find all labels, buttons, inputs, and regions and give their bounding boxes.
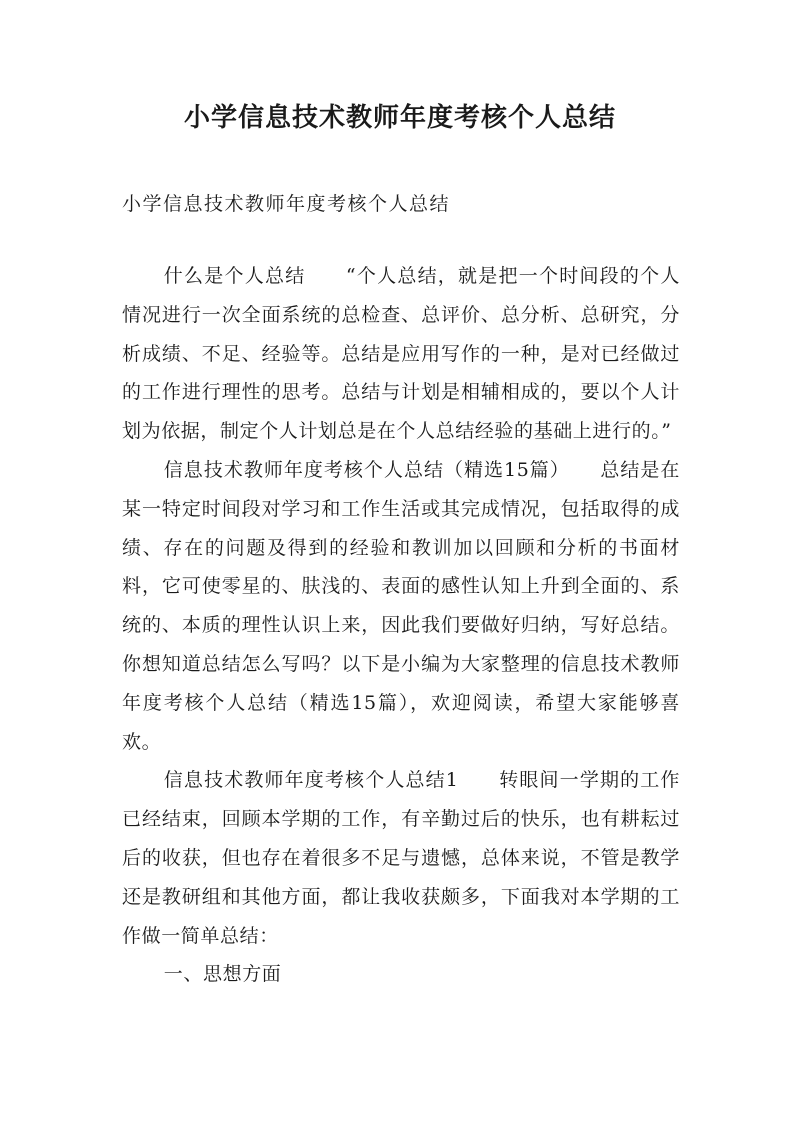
document-body: [122, 257, 680, 994]
section-heading: 一、思想方面: [163, 963, 282, 986]
paragraph-introduction: 信息技术教师年度考核个人总结（精选15篇） 总结是在某一特定时间段对学习和工作生活或其完成情况，包括取得的成绩、存在的问题及得到的经验和教训加以回顾和分析的书面材料，它可使零星的、肤浅的、表面的感性认知上升到全面的、系统的、本质的理性认识上来，因此我们要做好归纳，写好总结。你想知道总结怎么写吗？以下是小编为大家整理的信息技术教师年度考核个人总结（精选15篇），欢迎阅读，希望大家能够喜欢。: [122, 458, 680, 753]
document-title: 小学信息技术教师年度考核个人总结: [183, 103, 616, 133]
paragraph-definition: 什么是个人总结 “个人总结，就是把一个时间段的个人情况进行一次全面系统的总检查、总评价、总分析、总研究，分析成绩、不足、经验等。总结是应用写作的一种，是对已经做过的工作进行理性的思考。总结与计划是相辅相成的，要以个人计划为依据，制定个人计划总是在个人总结经验的基础上进行的。”: [122, 265, 680, 443]
paragraph-summary-1: 信息技术教师年度考核个人总结1 转眼间一学期的工作已经结束，回顾本学期的工作，有辛勤过后的快乐，也有耕耘过后的收获，但也存在着很多不足与遗憾，总体来说，不管是教学还是教研组和其他方面，都让我收获颇多，下面我对本学期的工作做一简单总结：: [122, 769, 680, 947]
document-subtitle: 小学信息技术教师年度考核个人总结: [122, 193, 451, 215]
